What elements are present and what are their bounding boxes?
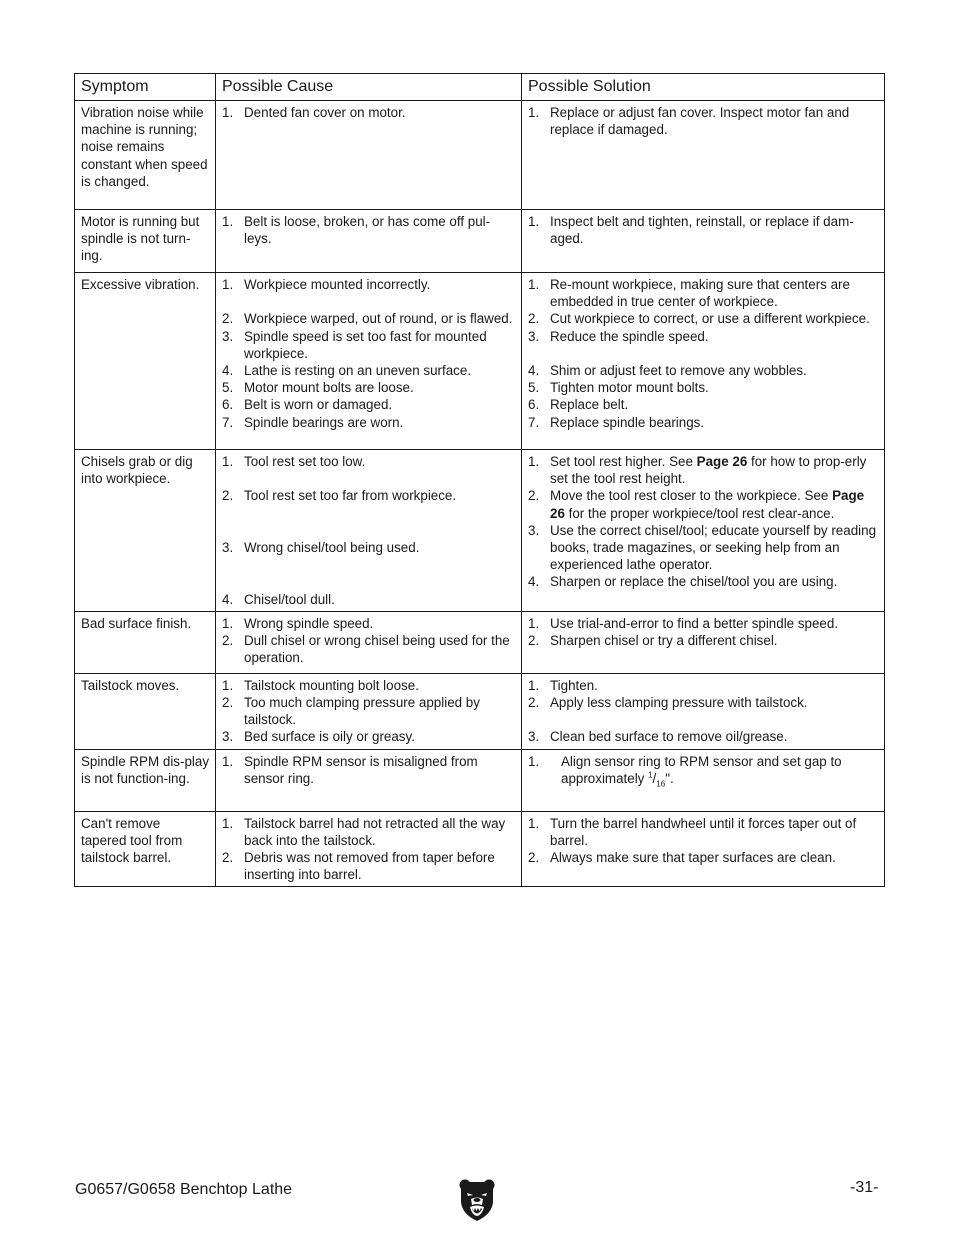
table-row [75, 273, 885, 450]
list-item: 2. Apply less clamping pressure with tailstock. [528, 694, 808, 710]
header-symptom: Symptom [75, 74, 216, 101]
list-item: 1. Workpiece mounted incorrectly. [222, 277, 431, 292]
cause-cell [216, 811, 522, 887]
page-reference: Page 26 [696, 454, 748, 469]
symptom-cell: Spindle RPM dis-play is not function-ing. [75, 749, 216, 811]
list-item: 2. Too much clamping pressure applied by tailstock. [222, 694, 480, 728]
list-item: 3. Wrong chisel/tool being used. [222, 539, 420, 555]
list-item: 1. Use trial-and-error to find a better spindle speed. [528, 615, 839, 631]
symptom-cell: Vibration noise while machine is running; noise remains constant when speed is changed. [75, 101, 216, 210]
list-item: 1. Tighten. [528, 677, 598, 693]
list-item: 1. Tailstock barrel had not retracted all the way back into the tailstock. [222, 815, 506, 848]
solution-cell [522, 273, 885, 450]
list-item: 3. Reduce the spindle speed. [528, 328, 709, 344]
symptom-cell: Motor is running but spindle is not turn-ing. [75, 210, 216, 273]
list-item: 3. Use the correct chisel/tool; educate yourself by reading books, trade magazines, or seeking help from an experienced lathe operator. [528, 522, 877, 573]
list-item: 2. Workpiece warped, out of round, or is flawed. [222, 311, 513, 327]
table-row [75, 101, 885, 210]
list-item: 2. Move the tool rest closer to the workpiece. See Page 26 for the proper workpiece/tool rest clear-ance. [528, 488, 865, 521]
list-item: 1. Tailstock mounting bolt loose. [222, 677, 419, 693]
list-item: 1. Set tool rest higher. See Page 26 for how to prop-erly set the tool rest height. [528, 454, 867, 487]
list-item: 2. Debris was not removed from taper before inserting into barrel. [222, 850, 495, 883]
solution-cell [522, 811, 885, 887]
list-item: 1. Align sensor ring to RPM sensor and set gap to approximately $^1/_{16}$". [528, 753, 842, 789]
symptom-cell: Can't remove tapered tool from tailstock barrel. [75, 811, 216, 887]
table-row [75, 811, 885, 887]
list-item: 3. Spindle speed is set too fast for mounted workpiece. [222, 328, 487, 361]
solution-cell [522, 450, 885, 612]
table-row [75, 210, 885, 273]
cause-cell [216, 450, 522, 612]
table-row [75, 611, 885, 673]
symptom-cell: Chisels grab or dig into workpiece. [75, 450, 216, 612]
list-item: 1. Inspect belt and tighten, reinstall, or replace if dam-aged. [528, 214, 854, 247]
grizzly-bear-head-icon [458, 1178, 496, 1222]
list-item: 2. Dull chisel or wrong chisel being used for the operation. [222, 632, 510, 666]
list-item: 1. Replace or adjust fan cover. Inspect motor fan and replace if damaged. [528, 105, 850, 138]
solution-cell [522, 673, 885, 749]
list-item: 2. Sharpen chisel or try a different chisel. [528, 632, 778, 648]
list-item: 1. Wrong spindle speed. [222, 615, 374, 631]
solution-cell [522, 749, 885, 811]
cause-cell [216, 749, 522, 811]
list-item: 4. Shim or adjust feet to remove any wobbles. [528, 363, 807, 378]
list-item: 1. Tool rest set too low. [222, 454, 366, 469]
cause-cell [216, 210, 522, 273]
cause-cell [216, 673, 522, 749]
footer-product-title: G0657/G0658 Benchtop Lathe [75, 1181, 293, 1198]
cause-cell [216, 101, 522, 210]
list-item: 7. Spindle bearings are worn. [222, 414, 404, 430]
symptom-cell: Excessive vibration. [75, 273, 216, 450]
solution-cell [522, 101, 885, 210]
list-item: 1. Belt is loose, broken, or has come off pul-leys. [222, 214, 491, 247]
troubleshooting-table [74, 73, 885, 887]
list-item: 6. Belt is worn or damaged. [222, 397, 393, 413]
header-possible-cause: Possible Cause [216, 74, 522, 101]
cause-cell [216, 611, 522, 673]
list-item: 4. Chisel/tool dull. [222, 591, 335, 607]
solution-cell [522, 611, 885, 673]
list-item: 2. Cut workpiece to correct, or use a different workpiece. [528, 311, 870, 327]
list-item: 3. Bed surface is oily or greasy. [222, 729, 415, 745]
list-item: 2. Always make sure that taper surfaces are clean. [528, 850, 836, 865]
table-row [75, 450, 885, 612]
list-item: 7. Replace spindle bearings. [528, 414, 705, 430]
table-row [75, 749, 885, 811]
cause-cell [216, 273, 522, 450]
symptom-cell: Bad surface finish. [75, 611, 216, 673]
solution-cell [522, 210, 885, 273]
list-item: 1. Spindle RPM sensor is misaligned from sensor ring. [222, 753, 478, 786]
table-header-row [75, 74, 885, 101]
list-item: 2. Tool rest set too far from workpiece. [222, 488, 457, 504]
page-number: -31- [850, 1179, 879, 1196]
list-item: 3. Clean bed surface to remove oil/grease. [528, 729, 788, 745]
list-item: 6. Replace belt. [528, 397, 629, 413]
list-item: 4. Sharpen or replace the chisel/tool you are using. [528, 574, 838, 590]
list-item: 1. Turn the barrel handwheel until it forces taper out of barrel. [528, 815, 857, 848]
symptom-cell: Tailstock moves. [75, 673, 216, 749]
table-row [75, 673, 885, 749]
list-item: 1. Dented fan cover on motor. [222, 105, 406, 120]
page-reference: Page 26 [550, 488, 865, 521]
list-item: 1. Re-mount workpiece, making sure that centers are embedded in true center of workpiece. [528, 277, 850, 310]
list-item: 5. Motor mount bolts are loose. [222, 380, 414, 396]
list-item: 5. Tighten motor mount bolts. [528, 380, 709, 396]
list-item: 4. Lathe is resting on an uneven surface. [222, 363, 472, 378]
header-possible-solution: Possible Solution [522, 74, 885, 101]
